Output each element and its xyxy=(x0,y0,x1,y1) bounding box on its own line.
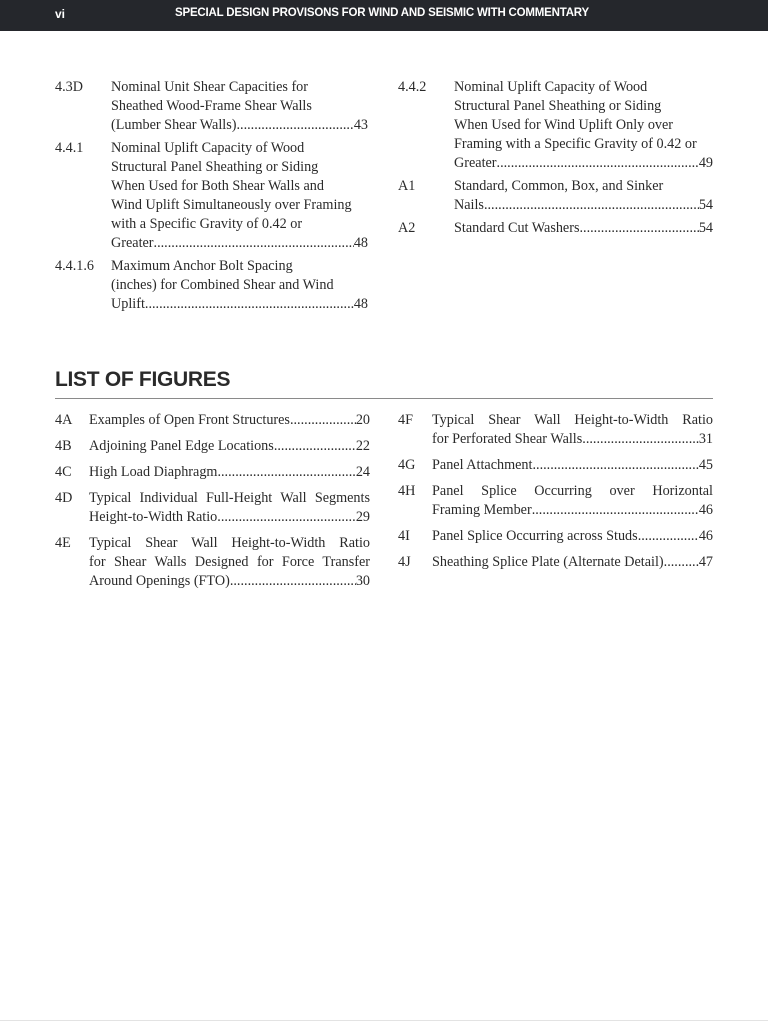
figure-title-end: for Perforated Shear Walls xyxy=(432,431,583,447)
figure-title-end: High Load Diaphragm xyxy=(89,464,218,480)
tables-list-right xyxy=(398,78,713,242)
figure-entry xyxy=(55,534,370,591)
table-title-line: Wind Uplift Simultaneously over Framing xyxy=(111,197,352,213)
list-of-figures-title: LIST OF FIGURES xyxy=(55,368,231,391)
dot-leader xyxy=(236,116,353,135)
figure-number: 4D xyxy=(55,490,73,506)
table-title-line: Nominal Uplift Capacity of Wood xyxy=(454,79,648,95)
table-title-line: Sheathed Wood-Frame Shear Walls xyxy=(111,98,312,114)
table-title-line: Nominal Uplift Capacity of Wood xyxy=(111,140,305,156)
figure-last-line xyxy=(432,553,713,572)
table-page-number: 48 xyxy=(353,296,368,312)
table-title-end: Uplift xyxy=(111,296,145,312)
figure-last-line xyxy=(89,437,370,456)
section-divider xyxy=(55,398,713,399)
figure-last-line xyxy=(432,527,713,546)
page-number: vi xyxy=(55,7,66,21)
dot-leader xyxy=(154,234,354,253)
figure-entry xyxy=(398,527,713,546)
table-title-end: (Lumber Shear Walls) xyxy=(111,117,237,133)
running-head: SPECIAL DESIGN PROVISONS FOR WIND AND SEISMIC WITH COMMENTARY xyxy=(175,7,589,19)
table-title-line: Structural Panel Sheathing or Siding xyxy=(111,159,319,175)
dot-leader xyxy=(217,508,356,527)
figure-number: 4F xyxy=(398,412,413,428)
table-page-number: 54 xyxy=(698,197,713,213)
table-number: 4.4.1.6 xyxy=(55,258,95,274)
page-bottom-edge xyxy=(0,1020,768,1021)
dot-leader xyxy=(532,501,699,520)
figure-title-end: Around Openings (FTO) xyxy=(89,573,230,589)
figure-title-end: Panel Splice Occurring across Studs xyxy=(432,528,638,544)
table-page-number: 43 xyxy=(353,117,368,133)
figure-page-number: 46 xyxy=(698,502,713,518)
figure-page-number: 47 xyxy=(698,554,713,570)
figure-page-number: 30 xyxy=(355,573,370,589)
table-title-end: Nails xyxy=(454,197,484,213)
table-title-line: Standard, Common, Box, and Sinker xyxy=(454,178,664,194)
figure-entry xyxy=(55,463,370,482)
figure-title-end: Panel Attachment xyxy=(432,457,533,473)
figure-title-end: Height-to-Width Ratio xyxy=(89,509,218,525)
tables-list-left xyxy=(55,78,368,318)
figure-last-line xyxy=(432,430,713,449)
figure-title-line: Panel Splice Occurring over Horizontal xyxy=(432,483,713,499)
dot-leader xyxy=(582,430,699,449)
figure-entry xyxy=(398,456,713,475)
figure-page-number: 46 xyxy=(698,528,713,544)
figure-title-end: Examples of Open Front Structures xyxy=(89,412,290,428)
table-page-number: 54 xyxy=(698,220,713,236)
figures-list-left xyxy=(55,411,370,598)
figure-page-number: 20 xyxy=(355,412,370,428)
dot-leader xyxy=(579,219,698,238)
figure-entry xyxy=(398,482,713,520)
figure-number: 4J xyxy=(398,554,411,570)
figures-list-right xyxy=(398,411,713,579)
figure-entry xyxy=(398,553,713,572)
table-number: 4.4.1 xyxy=(55,140,84,156)
figure-title-end: Sheathing Splice Plate (Alternate Detail) xyxy=(432,554,664,570)
table-entry xyxy=(55,257,368,314)
table-last-line xyxy=(454,154,713,173)
table-entry xyxy=(55,78,368,135)
dot-leader xyxy=(145,295,354,314)
figure-title-line: Typical Individual Full-Height Wall Segments xyxy=(89,490,370,506)
table-title-line: When Used for Wind Uplift Only over xyxy=(454,117,674,133)
figure-last-line xyxy=(432,456,713,475)
figure-page-number: 22 xyxy=(355,438,370,454)
figure-entry xyxy=(55,437,370,456)
dot-leader xyxy=(217,463,355,482)
figure-number: 4A xyxy=(55,412,73,428)
figure-page-number: 45 xyxy=(698,457,713,473)
table-number: A2 xyxy=(398,220,416,236)
figure-title-line: for Shear Walls Designed for Force Transfer xyxy=(89,554,370,570)
table-last-line xyxy=(111,234,368,253)
table-title-end: Greater xyxy=(454,155,497,171)
table-number: 4.4.2 xyxy=(398,79,427,95)
dot-leader xyxy=(484,196,699,215)
figure-title-end: Adjoining Panel Edge Locations xyxy=(89,438,274,454)
table-entry xyxy=(398,177,713,215)
figure-number: 4H xyxy=(398,483,416,499)
figure-entry xyxy=(55,489,370,527)
figure-page-number: 31 xyxy=(698,431,713,447)
figure-page-number: 29 xyxy=(355,509,370,525)
table-last-line xyxy=(111,295,368,314)
figure-entry xyxy=(55,411,370,430)
table-entry xyxy=(398,78,713,173)
table-title-line: Maximum Anchor Bolt Spacing xyxy=(111,258,293,274)
table-title-line: with a Specific Gravity of 0.42 or xyxy=(111,216,303,232)
dot-leader xyxy=(532,456,698,475)
table-title-line: Framing with a Specific Gravity of 0.42 or xyxy=(454,136,697,152)
dot-leader xyxy=(638,527,699,546)
dot-leader xyxy=(274,437,356,456)
figure-title-end: Framing Member xyxy=(432,502,532,518)
table-page-number: 48 xyxy=(353,235,368,251)
dot-leader xyxy=(230,572,356,591)
figure-last-line xyxy=(89,463,370,482)
table-page-number: 49 xyxy=(698,155,713,171)
table-title-line: Nominal Unit Shear Capacities for xyxy=(111,79,308,95)
figure-page-number: 24 xyxy=(355,464,370,480)
figure-number: 4G xyxy=(398,457,416,473)
table-last-line xyxy=(454,219,713,238)
table-entry xyxy=(398,219,713,238)
figure-last-line xyxy=(432,501,713,520)
table-title-end: Greater xyxy=(111,235,154,251)
figure-last-line xyxy=(89,508,370,527)
figure-number: 4E xyxy=(55,535,71,551)
table-number: 4.3D xyxy=(55,79,83,95)
table-last-line xyxy=(111,116,368,135)
table-title-line: When Used for Both Shear Walls and xyxy=(111,178,324,194)
table-title-end: Standard Cut Washers xyxy=(454,220,580,236)
figure-title-line: Typical Shear Wall Height-to-Width Ratio xyxy=(432,412,713,428)
dot-leader xyxy=(497,154,699,173)
figure-entry xyxy=(398,411,713,449)
figure-last-line xyxy=(89,411,370,430)
table-number: A1 xyxy=(398,178,416,194)
dot-leader xyxy=(290,411,356,430)
table-last-line xyxy=(454,196,713,215)
dot-leader xyxy=(664,553,699,572)
table-title-line: Structural Panel Sheathing or Siding xyxy=(454,98,662,114)
table-entry xyxy=(55,139,368,253)
figure-number: 4I xyxy=(398,528,410,544)
figure-number: 4C xyxy=(55,464,72,480)
figure-title-line: Typical Shear Wall Height-to-Width Ratio xyxy=(89,535,370,551)
table-title-line: (inches) for Combined Shear and Wind xyxy=(111,277,334,293)
figure-last-line xyxy=(89,572,370,591)
figure-number: 4B xyxy=(55,438,72,454)
header-bar xyxy=(0,0,768,31)
